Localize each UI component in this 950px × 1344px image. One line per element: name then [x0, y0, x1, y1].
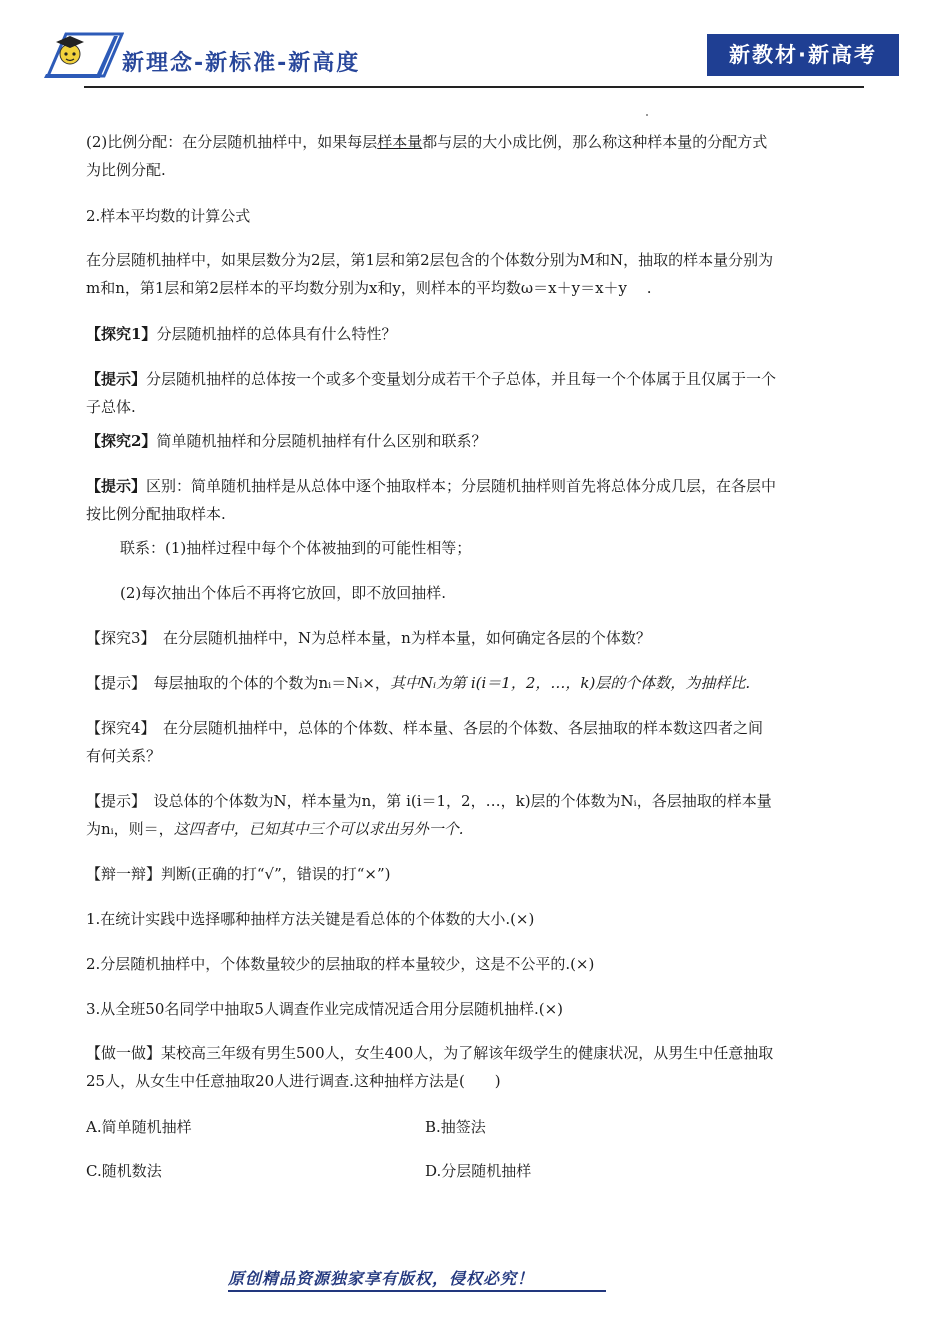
judgment-2: 2.分层随机抽样中，个体数量较少的层抽取的样本量较少，这是不公平的.(×) — [86, 955, 595, 973]
hint-3: 【提示】 每层抽取的个体的个数为nᵢ＝Nᵢ×，其中Nᵢ为第 i(i＝1，2，…，k)层的个体数，为抽样比. — [86, 674, 751, 692]
option-d: D.分层随机抽样 — [425, 1162, 532, 1180]
debate-heading: 【辩一辩】判断(正确的打“√”，错误的打“×”) — [86, 865, 391, 883]
option-a: A.简单随机抽样 — [86, 1118, 192, 1136]
page-header — [0, 0, 950, 95]
option-b: B.抽签法 — [425, 1118, 486, 1136]
hint-2: 【提示】区别：简单随机抽样是从总体中逐个抽取样本；分层随机抽样则首先将总体分成几层，在各层中 按比例分配抽取样本. — [86, 477, 777, 523]
judgment-1: 1.在统计实践中选择哪种抽样方法关键是看总体的个体数的大小.(×) — [86, 910, 535, 928]
hint-2-relation-2: (2)每次抽出个体后不再将它放回，即不放回抽样. — [120, 584, 447, 602]
hint-2-relation-1: 联系：(1)抽样过程中每个个体被抽到的可能性相等； — [120, 539, 472, 557]
copyright-footer: 原创精品资源独家享有版权，侵权必究！ — [228, 1269, 535, 1288]
paragraph-proportional-allocation: (2)比例分配：在分层随机抽样中，如果每层样本量都与层的大小成比例，那么称这种样本量的分配方式 为比例分配. — [86, 133, 768, 179]
option-c: C.随机数法 — [86, 1162, 162, 1180]
header-divider — [84, 86, 864, 88]
paragraph-mean-formula: 在分层随机抽样中，如果层数分为2层，第1层和第2层包含的个体数分别为M和N，抽取的样本量分别为 m和n，第1层和第2层样本的平均数分别为x和y，则样本的平均数ω＝x＋y＝x＋y . — [86, 251, 774, 297]
logo-graduate-icon — [44, 28, 124, 78]
judgment-3: 3.从全班50名同学中抽取5人调查作业完成情况适合用分层随机抽样.(×) — [86, 1000, 563, 1018]
options-row-2 — [86, 1157, 866, 1185]
question-1: 【探究1】分层随机抽样的总体具有什么特性？ — [86, 325, 397, 343]
question-2: 【探究2】简单随机抽样和分层随机抽样有什么区别和联系？ — [86, 432, 487, 450]
footer-underline — [228, 1290, 606, 1292]
exercise-question: 【做一做】某校高三年级有男生500人，女生400人，为了解该年级学生的健康状况，从男生中任意抽取 25人，从女生中任意抽取20人进行调查.这种抽样方法是( ) — [86, 1044, 774, 1090]
hint-4: 【提示】 设总体的个体数为N，样本量为n，第 i(i＝1，2，…，k)层的个体数为Nᵢ，各层抽取的样本量 为nᵢ，则＝，这四者中，已知其中三个可以求出另外一个. — [86, 792, 772, 838]
header-slogan-left: 新理念-新标准-新高度 — [122, 51, 361, 76]
options-row-1 — [86, 1113, 866, 1141]
header-slogan-right: 新教材·新高考 — [707, 34, 899, 76]
hint-1: 【提示】分层随机抽样的总体按一个或多个变量划分成若干个子总体，并且每一个个体属于且仅属于一个 子总体. — [86, 370, 777, 416]
scan-dot — [646, 114, 648, 116]
question-3: 【探究3】 在分层随机抽样中，N为总样本量，n为样本量，如何确定各层的个体数？ — [86, 629, 651, 647]
question-4: 【探究4】 在分层随机抽样中，总体的个体数、样本量、各层的个体数、各层抽取的样本数这四者之间 有何关系？ — [86, 719, 764, 765]
section-heading-mean-formula: 2.样本平均数的计算公式 — [86, 207, 251, 225]
